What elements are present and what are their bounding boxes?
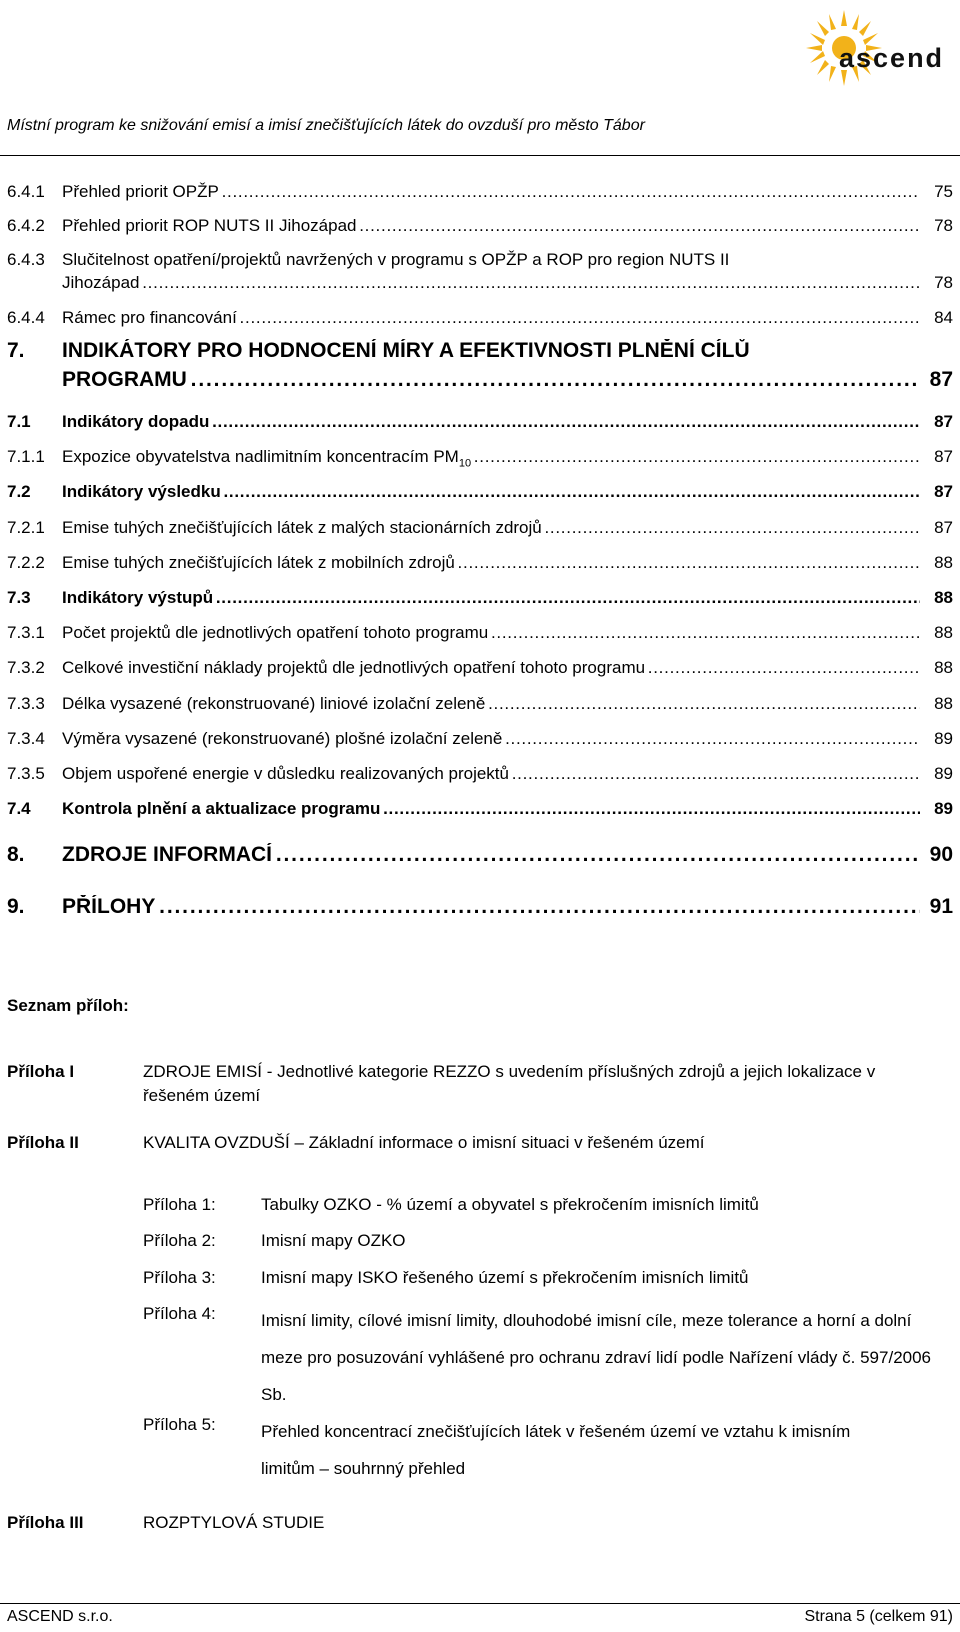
toc-title: Slučitelnost opatření/projektů navržených v programu s OPŽP a ROP pro region NUTS II [62, 250, 730, 269]
attachment-description: ZDROJE EMISÍ - Jednotlivé kategorie REZZO s uvedením příslušných zdrojů a jejich lokalizace v řešeném území [143, 1062, 876, 1105]
document-header-title: Místní program ke snižování emisí a imisí znečišťujících látek do ovzduší pro město Tábor [7, 117, 645, 134]
toc-title: Přehled priorit OPŽP . . . [62, 182, 920, 202]
toc-title-text: Expozice obyvatelstva nadlimitním koncentracím PM [62, 447, 459, 466]
toc-title: Emise tuhých znečišťujících látek z mobilních zdrojů . . . [62, 553, 920, 573]
toc-number: 6.4.4 [7, 308, 45, 327]
toc-page: 87 [934, 518, 953, 537]
toc-title: Výměra vysazené (rekonstruované) plošné izolační zeleně . . . [62, 729, 920, 749]
sub-attachment-description: Imisní mapy ISKO řešeného území s překročením imisních limitů [261, 1268, 749, 1287]
toc-title: Délka vysazené (rekonstruované) liniové izolační zeleně . . . [62, 694, 920, 714]
toc-title: INDIKÁTORY PRO HODNOCENÍ MÍRY A EFEKTIVNOSTI PLNĚNÍ CÍLŮ [62, 339, 750, 362]
sub-attachment-key: Příloha 4: [143, 1304, 216, 1323]
toc-entry[interactable] [0, 694, 960, 718]
toc-page: 84 [934, 308, 953, 327]
toc-entry[interactable] [0, 658, 960, 682]
logo-text: ascend [839, 43, 945, 73]
toc-title: Přehled priorit ROP NUTS II Jihozápad . . . [62, 216, 920, 236]
attachment-description: KVALITA OVZDUŠÍ – Základní informace o imisní situaci v řešeném území [143, 1133, 705, 1152]
toc-title: Celkové investiční náklady projektů dle jednotlivých opatření tohoto programu . . . [62, 658, 920, 678]
toc-number: 7.3 [7, 588, 31, 607]
toc-number: 7.3.4 [7, 729, 45, 748]
sub-attachment-description: Přehled koncentrací znečišťujících látek v řešeném území ve vztahu k imisním limitům – souhrnný přehled [261, 1422, 851, 1478]
toc-page: 87 [929, 368, 953, 391]
toc-number: 7.3.2 [7, 658, 45, 677]
toc-page: 89 [934, 799, 953, 818]
toc-page: 78 [934, 216, 953, 235]
toc-title: Emise tuhých znečišťujících látek z malých stacionárních zdrojů . . . [62, 518, 920, 538]
toc-number: 7.3.3 [7, 694, 45, 713]
footer-divider [0, 1603, 960, 1604]
toc-entry[interactable] [0, 729, 960, 753]
toc-entry[interactable] [0, 447, 960, 471]
toc-number: 7.4 [7, 799, 31, 818]
toc-title: ZDROJE INFORMACÍ . . . [62, 843, 920, 867]
toc-section[interactable] [0, 588, 960, 612]
toc-entry[interactable] [0, 623, 960, 647]
sub-attachment-key: Příloha 1: [143, 1195, 216, 1214]
toc-title: Indikátory dopadu . . . [62, 412, 920, 432]
toc-title: Kontrola plnění a aktualizace programu . . . [62, 799, 920, 819]
toc-page: 78 [934, 273, 953, 292]
footer-page-info: Strana 5 (celkem 91) [804, 1608, 953, 1625]
toc-number: 7.2.2 [7, 553, 45, 572]
sub-attachment-key: Příloha 2: [143, 1231, 216, 1250]
toc-page: 88 [934, 623, 953, 642]
attachment-key: Příloha III [7, 1513, 84, 1532]
toc-page: 89 [934, 729, 953, 748]
toc-entry[interactable] [0, 518, 960, 542]
toc-entry-continuation[interactable] [0, 273, 960, 297]
toc-number: 7.1.1 [7, 447, 45, 466]
toc-number: 7. [7, 339, 25, 362]
toc-page: 75 [934, 182, 953, 201]
header-divider [0, 155, 960, 156]
toc-number: 7.2.1 [7, 518, 45, 537]
toc-number: 6.4.1 [7, 182, 45, 201]
sub-attachment-description: Tabulky OZKO - % území a obyvatel s překročením imisních limitů [261, 1195, 759, 1214]
toc-page: 91 [929, 895, 953, 918]
toc-page: 88 [934, 588, 953, 607]
sub-attachment-description: Imisní mapy OZKO [261, 1231, 406, 1250]
toc-title: Počet projektů dle jednotlivých opatření tohoto programu . . . [62, 623, 920, 643]
attachment-key: Příloha I [7, 1062, 75, 1081]
toc-number: 6.4.2 [7, 216, 45, 235]
toc-title: Indikátory výstupů . . . [62, 588, 920, 608]
toc-entry[interactable] [0, 308, 960, 332]
toc-chapter[interactable] [0, 843, 960, 867]
toc-number: 7.3.1 [7, 623, 45, 642]
sub-attachment-description: Imisní limity, cílové imisní limity, dlouhodobé imisní cíle, meze tolerance a horní a dolní meze pro posuzování vyhlášené pro ochranu zdraví lidí podle Nařízení vlády č. 597/2006 Sb. [261, 1311, 932, 1404]
toc-number: 7.2 [7, 482, 31, 501]
sub-attachment-key: Příloha 3: [143, 1268, 216, 1287]
toc-title: PŘÍLOHY . . . [62, 895, 920, 919]
toc-entry[interactable] [0, 764, 960, 788]
toc-section[interactable] [0, 482, 960, 506]
toc-title: Indikátory výsledku . . . [62, 482, 920, 502]
toc-number: 7.1 [7, 412, 31, 431]
toc-number: 8. [7, 843, 25, 866]
toc-page: 88 [934, 553, 953, 572]
toc-title: Jihozápad . . . [62, 273, 920, 293]
toc-page: 87 [934, 412, 953, 431]
toc-page: 89 [934, 764, 953, 783]
toc-chapter[interactable] [0, 895, 960, 919]
attachments-heading: Seznam příloh: [7, 996, 129, 1015]
toc-page: 87 [934, 482, 953, 501]
toc-page: 90 [929, 843, 953, 866]
sub-attachment-key: Příloha 5: [143, 1415, 216, 1434]
toc-page: 88 [934, 658, 953, 677]
toc-section[interactable] [0, 412, 960, 436]
toc-number: 7.3.5 [7, 764, 45, 783]
toc-title: PROGRAMU . . . [62, 368, 920, 392]
toc-entry[interactable] [0, 250, 960, 274]
toc-entry[interactable] [0, 182, 960, 206]
attachment-key: Příloha II [7, 1133, 79, 1152]
attachment-description: ROZPTYLOVÁ STUDIE [143, 1513, 325, 1532]
toc-page: 87 [934, 447, 953, 466]
toc-chapter[interactable] [0, 339, 960, 363]
toc-title: Objem uspořené energie v důsledku realizovaných projektů . . . [62, 764, 920, 784]
toc-page: 88 [934, 694, 953, 713]
toc-entry[interactable] [0, 553, 960, 577]
toc-number: 6.4.3 [7, 250, 45, 269]
toc-title: Rámec pro financování . . . [62, 308, 920, 328]
toc-title [62, 447, 920, 469]
toc-entry[interactable] [0, 216, 960, 240]
toc-number: 9. [7, 895, 25, 918]
footer-company: ASCEND s.r.o. [7, 1608, 113, 1625]
toc-chapter-continuation[interactable] [0, 368, 960, 392]
toc-title-subscript: 10 [458, 457, 472, 470]
toc-section[interactable] [0, 799, 960, 823]
